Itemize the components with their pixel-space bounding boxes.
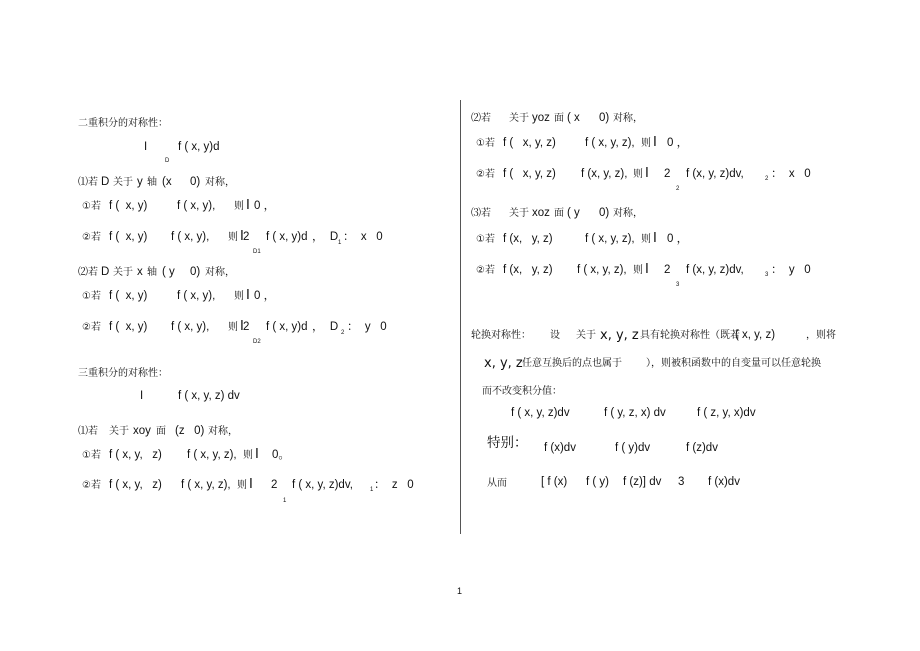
case2-D: D: [101, 266, 110, 278]
rotation-eq1: f ( x, y, z)dv: [511, 407, 570, 419]
t3l1-b: f (x, y, z): [503, 233, 553, 245]
c1l2-d: 则: [228, 232, 238, 243]
t3-about: 关于: [509, 208, 529, 219]
c1l1-f: 0 ，: [254, 200, 276, 212]
rotation-about: 关于: [576, 330, 596, 341]
case1-about: 关于: [113, 177, 133, 188]
case1-zero: 0): [190, 176, 201, 188]
rotation-has: 具有轮换对称性（既若: [640, 330, 740, 341]
t1l1-c: f ( x, y, z),: [187, 449, 237, 461]
t2l1-e: I: [653, 135, 657, 150]
case2-axis: x: [137, 266, 143, 278]
t3l2-d: 则: [633, 265, 643, 276]
column-divider: [460, 100, 461, 534]
c2l1-d: 则: [234, 291, 244, 302]
c1l2-sub: D1: [253, 249, 261, 255]
t3l2-g: 3: [765, 272, 769, 278]
t1l2-c: f ( x, y, z),: [181, 479, 231, 491]
t3l2-two: 2: [664, 264, 671, 276]
rotation-then: ，则将: [806, 330, 836, 341]
case1-D: D: [101, 176, 110, 188]
t1l2-f: f ( x, y, z)dv,: [292, 479, 353, 491]
t3l1-e: I: [653, 231, 657, 246]
case1-prefix: ⑴若: [78, 177, 98, 188]
triple-I: I: [140, 390, 144, 402]
rotation-special: 特别：: [487, 435, 528, 451]
t2l1-a: ①若: [476, 138, 495, 149]
t1l1-b: f ( x, y, z): [109, 449, 162, 461]
t3-sym: 对称，: [613, 208, 643, 219]
t1l2-b: f ( x, y, z): [109, 479, 162, 491]
t1-about: 关于: [109, 426, 129, 437]
t2l1-d: 则: [641, 138, 651, 149]
t3-prefix: ⑶若: [471, 208, 491, 219]
case2-axis-name: 轴: [147, 267, 157, 278]
t2-cond: ( x 0): [567, 112, 610, 124]
t2l2-d: 则: [633, 169, 643, 180]
c1l2-i: ： x 0: [343, 231, 383, 243]
t2l2-sub: 2: [676, 186, 680, 192]
t3l2-a: ②若: [476, 265, 495, 276]
c1l2-h: 1: [338, 240, 342, 246]
t2-prefix: ⑵若: [471, 113, 491, 124]
c1l2-g: ， D: [312, 231, 339, 243]
rotation-eq2: f ( y, z, x) dv: [604, 407, 666, 419]
c2l1-e: I: [246, 288, 250, 303]
case1-axis: y: [137, 176, 143, 188]
double-domain: D: [165, 158, 170, 164]
t3-plane: xoz: [532, 207, 550, 219]
t1-plane-name: 面: [156, 426, 166, 437]
rotation-h4: 3: [678, 476, 685, 488]
t2l2-a: ②若: [476, 169, 495, 180]
t3l1-d: 则: [641, 234, 651, 245]
t1l1-d: 则: [243, 450, 253, 461]
c2l2-e: I: [240, 319, 244, 334]
t1-cond: (z 0): [175, 425, 205, 437]
c2l1-f: 0 ，: [254, 290, 276, 302]
t3l2-b: f (x, y, z): [503, 264, 553, 276]
t2-plane-name: 面: [554, 113, 564, 124]
c2l2-b: f ( x, y): [109, 321, 148, 333]
t3l2-e: I: [645, 262, 649, 277]
c1l1-e: I: [246, 198, 250, 213]
double-title: 二重积分的对称性：: [78, 118, 168, 129]
double-formula: f ( x, y)d: [178, 141, 220, 153]
t1l2-h: ： z 0: [374, 479, 414, 491]
rotation-sp1: f (x)dv: [544, 442, 576, 454]
t2l2-e: I: [645, 166, 649, 181]
t3l1-f: 0 ，: [667, 233, 689, 245]
rotation-h5: f (x)dv: [708, 476, 740, 488]
t1l1-a: ①若: [82, 450, 101, 461]
t2-about: 关于: [509, 113, 529, 124]
c2l2-g: ， D: [312, 321, 339, 333]
c1l2-e: I: [240, 229, 244, 244]
c2l2-d: 则: [228, 322, 238, 333]
t3l2-h: ： y 0: [771, 264, 811, 276]
rotation-h1: [ f (x): [541, 476, 568, 488]
t2l2-b: f ( x, y, z): [503, 168, 556, 180]
rotation-title: 轮换对称性：: [471, 330, 531, 341]
t1l2-g: 1: [370, 487, 374, 493]
c1l2-two: 2: [243, 231, 250, 243]
case2-prefix: ⑵若: [78, 267, 98, 278]
case2-sym: 对称，: [205, 267, 235, 278]
case1-cond: (x: [162, 176, 172, 188]
c1l1-d: 则: [234, 201, 244, 212]
rotation-line2: 任意互换后的点也属于: [522, 358, 622, 369]
c2l2-a: ②若: [82, 322, 101, 333]
rotation-set: 设: [550, 330, 560, 341]
c1l2-f: f ( x, y)d: [266, 231, 308, 243]
rotation-hence: 从而: [487, 478, 507, 489]
t2-sym: 对称，: [613, 113, 643, 124]
c2l2-c: f ( x, y),: [171, 321, 210, 333]
case2-cond: ( y: [162, 266, 175, 278]
t3-plane-name: 面: [554, 208, 564, 219]
c2l2-sub: D2: [253, 339, 261, 345]
t2l1-b: f ( x, y, z): [503, 137, 556, 149]
t3l1-c: f ( x, y, z),: [585, 233, 635, 245]
t3l2-c: f ( x, y, z),: [577, 264, 627, 276]
case2-zero: 0): [190, 266, 201, 278]
t1l2-d: 则: [237, 480, 247, 491]
c2l1-a: ①若: [82, 291, 101, 302]
double-I: I: [144, 141, 148, 153]
c1l1-a: ①若: [82, 201, 101, 212]
rotation-vars2: x, y, z: [484, 356, 523, 371]
t3l2-sub: 3: [676, 282, 680, 288]
c2l1-c: f ( x, y),: [177, 290, 216, 302]
t3l2-f: f (x, y, z)dv,: [686, 264, 744, 276]
rotation-sp3: f (z)dv: [686, 442, 718, 454]
t2l1-f: 0 ，: [667, 137, 689, 149]
t1-prefix: ⑴若: [78, 426, 98, 437]
c2l2-two: 2: [243, 321, 250, 333]
case1-axis-name: 轴: [147, 177, 157, 188]
t1l1-f: 0。: [272, 449, 290, 461]
t2l2-h: ： x 0: [771, 168, 811, 180]
c2l2-f: f ( x, y)d: [266, 321, 308, 333]
c1l1-b: f ( x, y): [109, 200, 148, 212]
c1l2-a: ②若: [82, 232, 101, 243]
t1l1-e: I: [255, 447, 259, 462]
t2l2-c: f (x, y, z),: [581, 168, 628, 180]
case1-sym: 对称，: [205, 177, 235, 188]
t2-plane: yoz: [532, 112, 550, 124]
c1l2-b: f ( x, y): [109, 231, 148, 243]
page-number: 1: [457, 586, 463, 596]
c1l2-c: f ( x, y),: [171, 231, 210, 243]
t3-cond: ( y 0): [567, 207, 610, 219]
t1-sym: 对称，: [208, 426, 238, 437]
rotation-vars: x, y, z: [600, 328, 639, 343]
t2l2-two: 2: [664, 168, 671, 180]
rotation-line2-b: ），则被积函数中的自变量可以任意轮换: [646, 358, 821, 369]
t2l1-c: f ( x, y, z),: [585, 137, 635, 149]
t2l2-g: 2: [765, 176, 769, 182]
t1l2-e: I: [249, 477, 253, 492]
rotation-h3: f (z)] dv: [623, 476, 662, 488]
c1l1-c: f ( x, y),: [177, 200, 216, 212]
case2-about: 关于: [113, 267, 133, 278]
rotation-point: ( x, y, z): [735, 329, 776, 341]
rotation-sp2: f ( y)dv: [615, 442, 651, 454]
t1-plane: xoy: [133, 425, 151, 437]
c2l2-i: ： y 0: [347, 321, 387, 333]
rotation-line3: 而不改变积分值：: [482, 386, 562, 397]
triple-formula: f ( x, y, z) dv: [178, 390, 240, 402]
t1l2-two: 2: [271, 479, 278, 491]
t2l2-f: f (x, y, z)dv,: [686, 168, 744, 180]
t3l1-a: ①若: [476, 234, 495, 245]
c2l2-h: 2: [341, 330, 345, 336]
rotation-h2: f ( y): [586, 476, 609, 488]
triple-title: 三重积分的对称性：: [78, 368, 168, 379]
t1l2-a: ②若: [82, 480, 101, 491]
t1l2-sub: 1: [283, 498, 287, 504]
rotation-eq3: f ( z, y, x)dv: [697, 407, 756, 419]
c2l1-b: f ( x, y): [109, 290, 148, 302]
